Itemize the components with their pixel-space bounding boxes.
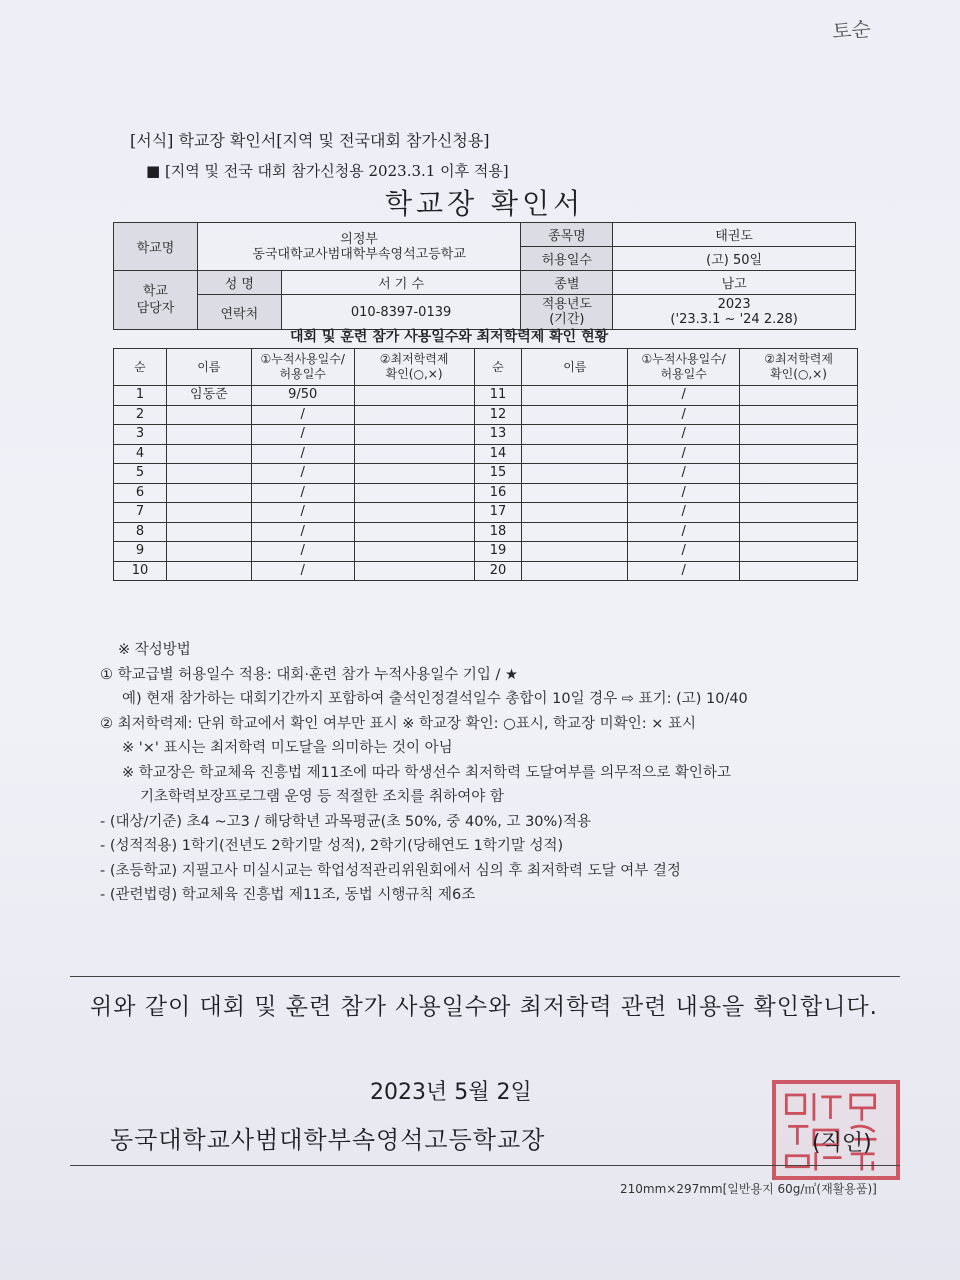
roster-header-cell: 이름 bbox=[522, 349, 628, 386]
roster-cell: / bbox=[251, 444, 354, 464]
roster-cell bbox=[354, 405, 474, 425]
roster-cell bbox=[354, 503, 474, 523]
roster-cell bbox=[354, 561, 474, 581]
manager-label: 학교 담당자 bbox=[114, 271, 198, 330]
divider-bottom bbox=[70, 1165, 900, 1166]
roster-cell bbox=[166, 483, 251, 503]
divider-top bbox=[70, 976, 900, 977]
category-label: 종별 bbox=[521, 271, 613, 295]
roster-cell bbox=[166, 464, 251, 484]
roster-header-cell: ②최저학력제 확인(○,×) bbox=[740, 349, 858, 386]
roster-cell bbox=[166, 561, 251, 581]
roster-cell bbox=[740, 444, 858, 464]
roster-cell: / bbox=[251, 464, 354, 484]
sport-label: 종목명 bbox=[521, 223, 613, 247]
guide-line: - (관련법령) 학교체육 진흥법 제11조, 동법 시행규칙 제6조 bbox=[100, 887, 476, 903]
roster-cell bbox=[354, 425, 474, 445]
name-value: 서 기 수 bbox=[281, 271, 521, 295]
roster-header-cell: 순 bbox=[474, 349, 522, 386]
roster-header-cell: ②최저학력제 확인(○,×) bbox=[354, 349, 474, 386]
header-info-table bbox=[113, 222, 856, 330]
roster-cell: / bbox=[251, 483, 354, 503]
roster-cell bbox=[522, 522, 628, 542]
confirmation-statement: 위와 같이 대회 및 훈련 참가 사용일수와 최저학력 관련 내용을 확인합니다. bbox=[90, 994, 878, 1020]
roster-cell bbox=[166, 522, 251, 542]
roster-cell bbox=[522, 542, 628, 562]
roster-cell: 1 bbox=[114, 386, 167, 406]
roster-row bbox=[114, 386, 858, 406]
apply-note: ■ [지역 및 전국 대회 참가신청용 2023.3.1 이후 적용] bbox=[146, 162, 509, 180]
period-label: 적용년도 (기간) bbox=[521, 295, 613, 330]
guide-line: ② 최저학력제: 단위 학교에서 확인 여부만 표시 ※ 학교장 확인: ○표시, 학교장 미확인: × 표시 bbox=[100, 715, 696, 732]
principal-name: 동국대학교사범대학부속영석고등학교장 bbox=[110, 1126, 546, 1154]
roster-cell bbox=[522, 405, 628, 425]
status-table-title: 대회 및 훈련 참가 사용일수와 최저학력제 확인 현황 bbox=[290, 329, 609, 345]
period-value bbox=[613, 295, 856, 330]
roster-cell bbox=[354, 483, 474, 503]
form-label: [서식] 학교장 확인서[지역 및 전국대회 참가신청용] bbox=[130, 131, 490, 150]
roster-header-cell: 순 bbox=[114, 349, 167, 386]
roster-header-cell: 이름 bbox=[166, 349, 251, 386]
roster-cell bbox=[522, 561, 628, 581]
roster-cell bbox=[166, 425, 251, 445]
roster-cell bbox=[354, 386, 474, 406]
issue-date: 2023년 5월 2일 bbox=[370, 1080, 532, 1105]
roster-cell: / bbox=[251, 522, 354, 542]
roster-cell: / bbox=[628, 386, 740, 406]
school-name: 동국대학교사범대학부속영석고등학교 bbox=[252, 246, 466, 262]
roster-cell: 2 bbox=[114, 405, 167, 425]
roster-cell: / bbox=[251, 405, 354, 425]
roster-cell: 10 bbox=[114, 561, 167, 581]
roster-row bbox=[114, 425, 858, 445]
guide-line: ※ '×' 표시는 최저학력 미도달을 의미하는 것이 아님 bbox=[122, 740, 453, 756]
contact-value: 010-8397-0139 bbox=[281, 295, 521, 330]
roster-cell: 15 bbox=[474, 464, 522, 484]
roster-cell bbox=[354, 542, 474, 562]
roster-cell bbox=[166, 405, 251, 425]
paper-spec: 210mm×297mm[일반용지 60g/㎡(재활용품)] bbox=[620, 1182, 877, 1196]
roster-cell bbox=[166, 542, 251, 562]
guide-line: - (대상/기준) 초4 ~고3 / 해당학년 과목평균(초 50%, 중 40%, 고 30%)적용 bbox=[100, 813, 591, 830]
roster-cell: 8 bbox=[114, 522, 167, 542]
roster-cell: 14 bbox=[474, 444, 522, 464]
roster-cell: 19 bbox=[474, 542, 522, 562]
roster-cell bbox=[522, 444, 628, 464]
handwritten-note: 토순 bbox=[831, 16, 872, 44]
roster-cell: / bbox=[628, 542, 740, 562]
roster-cell bbox=[166, 503, 251, 523]
roster-cell bbox=[354, 522, 474, 542]
name-label: 성 명 bbox=[197, 271, 281, 295]
sign-label: (직인) bbox=[812, 1131, 872, 1156]
roster-cell: 13 bbox=[474, 425, 522, 445]
roster-cell: 16 bbox=[474, 483, 522, 503]
roster-cell: 4 bbox=[114, 444, 167, 464]
roster-row bbox=[114, 483, 858, 503]
roster-cell: 6 bbox=[114, 483, 167, 503]
roster-cell bbox=[740, 522, 858, 542]
category-value: 남고 bbox=[613, 271, 856, 295]
roster-cell: 3 bbox=[114, 425, 167, 445]
roster-row bbox=[114, 561, 858, 581]
roster-cell bbox=[522, 425, 628, 445]
roster-cell bbox=[522, 386, 628, 406]
guide-line: 기초학력보장프로그램 운영 등 적절한 조치를 취하여야 함 bbox=[140, 789, 504, 805]
roster-cell: / bbox=[251, 542, 354, 562]
roster-cell bbox=[740, 542, 858, 562]
period-year: 2023 bbox=[717, 297, 751, 312]
roster-header-cell: ①누적사용일수/ 허용일수 bbox=[251, 349, 354, 386]
roster-cell bbox=[166, 444, 251, 464]
roster-cell: 12 bbox=[474, 405, 522, 425]
document-title: 학교장 확인서 bbox=[385, 187, 585, 220]
guide-line: 예) 현재 참가하는 대회기간까지 포함하여 출석인정결석일수 총합이 10일 경우 ⇨ 표기: (고) 10/40 bbox=[122, 691, 748, 707]
roster-cell bbox=[740, 386, 858, 406]
roster-cell bbox=[740, 464, 858, 484]
roster-cell bbox=[740, 483, 858, 503]
roster-cell: 20 bbox=[474, 561, 522, 581]
roster-cell: / bbox=[628, 561, 740, 581]
roster-cell: / bbox=[628, 405, 740, 425]
roster-cell: / bbox=[251, 561, 354, 581]
guide-line: - (초등학교) 지필고사 미실시교는 학업성적관리위원회에서 심의 후 최저학력 도달 여부 결정 bbox=[100, 862, 681, 879]
roster-cell bbox=[354, 444, 474, 464]
guide-line: ① 학교급별 허용일수 적용: 대회·훈련 참가 누적사용일수 기입 / ★ bbox=[100, 666, 519, 683]
roster-cell bbox=[740, 425, 858, 445]
roster-cell: 5 bbox=[114, 464, 167, 484]
roster-cell: / bbox=[251, 503, 354, 523]
roster-cell: 9 bbox=[114, 542, 167, 562]
roster-cell bbox=[522, 503, 628, 523]
roster-cell: / bbox=[251, 425, 354, 445]
guide-line: ※ 학교장은 학교체육 진흥법 제11조에 따라 학생선수 최저학력 도달여부를 의무적으로 확인하고 bbox=[122, 764, 731, 781]
roster-cell: / bbox=[628, 464, 740, 484]
school-label: 학교명 bbox=[114, 223, 198, 271]
roster-row bbox=[114, 503, 858, 523]
roster-row bbox=[114, 542, 858, 562]
roster-cell: / bbox=[628, 483, 740, 503]
roster-row bbox=[114, 464, 858, 484]
roster-cell: 11 bbox=[474, 386, 522, 406]
roster-cell: 18 bbox=[474, 522, 522, 542]
guide-line: - (성적적용) 1학기(전년도 2학기말 성적), 2학기(당해연도 1학기말 성적) bbox=[100, 838, 564, 854]
roster-header-cell: ①누적사용일수/ 허용일수 bbox=[628, 349, 740, 386]
contact-label: 연락처 bbox=[197, 295, 281, 330]
roster-cell: / bbox=[628, 503, 740, 523]
roster-cell bbox=[740, 503, 858, 523]
school-name-cell bbox=[197, 223, 521, 271]
roster-row bbox=[114, 522, 858, 542]
roster-cell bbox=[522, 483, 628, 503]
roster-cell: 17 bbox=[474, 503, 522, 523]
sport-value: 태권도 bbox=[613, 223, 856, 247]
roster-cell bbox=[522, 464, 628, 484]
roster-row bbox=[114, 405, 858, 425]
roster-cell: 9/50 bbox=[251, 386, 354, 406]
period-range: ('23.3.1 ~ '24 2.28) bbox=[670, 312, 798, 327]
guide-heading: ※ 작성방법 bbox=[118, 642, 191, 658]
roster-cell: / bbox=[628, 522, 740, 542]
allowed-days-label: 허용일수 bbox=[521, 247, 613, 271]
roster-cell: 7 bbox=[114, 503, 167, 523]
roster-table bbox=[113, 348, 858, 581]
roster-cell bbox=[740, 561, 858, 581]
roster-cell: / bbox=[628, 444, 740, 464]
roster-row bbox=[114, 444, 858, 464]
writing-guide bbox=[100, 638, 900, 908]
roster-cell: / bbox=[628, 425, 740, 445]
roster-cell bbox=[740, 405, 858, 425]
roster-cell: 임동준 bbox=[166, 386, 251, 406]
school-region: 의정부 bbox=[340, 231, 378, 247]
allowed-days-value: (고) 50일 bbox=[613, 247, 856, 271]
roster-cell bbox=[354, 464, 474, 484]
